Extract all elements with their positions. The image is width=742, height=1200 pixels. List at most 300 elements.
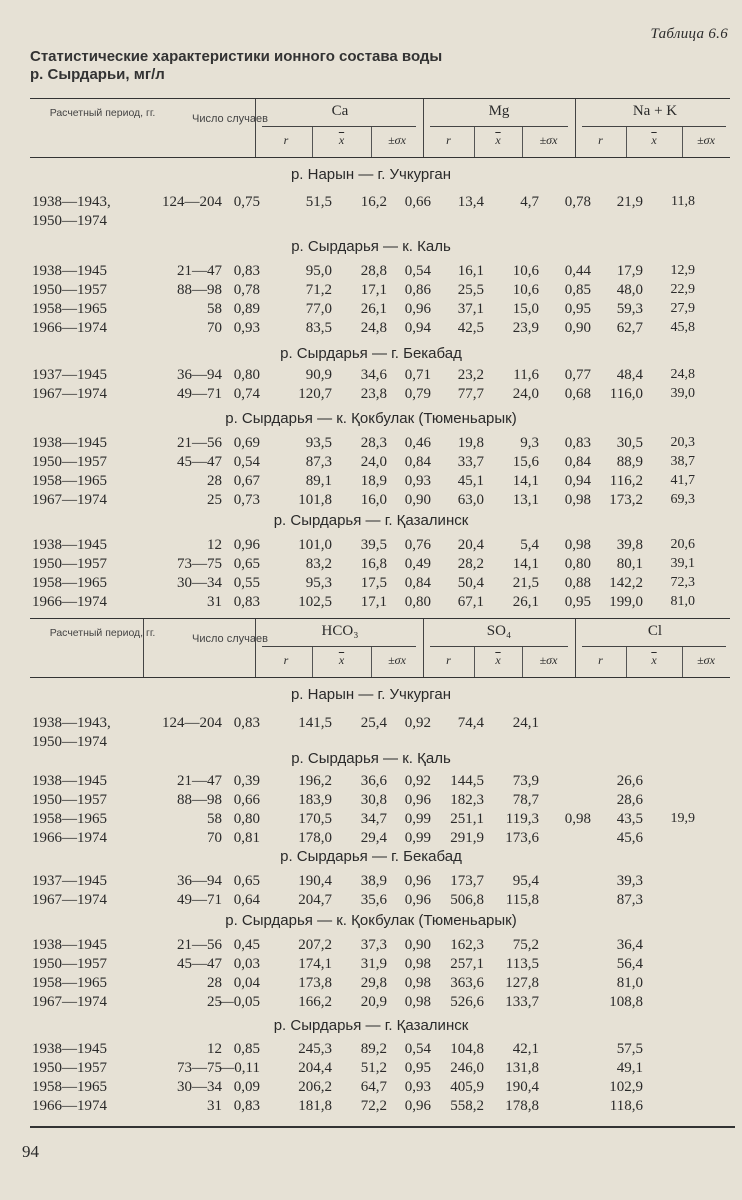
value-cell: 0,46: [404, 435, 431, 451]
value-cell: 0,83: [233, 594, 260, 610]
value-cell: 133,7: [505, 994, 539, 1010]
sub-sigma: ±σx: [697, 653, 715, 667]
table-row: [0, 574, 742, 592]
value-cell: 173,8: [298, 975, 332, 991]
period-cell: 1958—1965: [32, 811, 107, 827]
station-title: р. Сырдарья — к. Каль: [291, 238, 451, 255]
value-cell: 162,3: [450, 937, 484, 953]
value-cell: 37,3: [360, 937, 387, 953]
value-cell: 30,5: [616, 435, 643, 451]
value-cell: 0,65: [233, 556, 260, 572]
sub-sigma: ±σx: [539, 653, 558, 667]
value-cell: 178,0: [298, 830, 332, 846]
value-cell: 45,1: [457, 473, 484, 489]
count-cell: 28: [207, 473, 222, 489]
value-cell: 34,7: [360, 811, 387, 827]
value-cell: 526,6: [450, 994, 484, 1010]
value-cell: 183,9: [298, 792, 332, 808]
value-cell: 0,65: [233, 873, 260, 889]
count-cell: 88—98: [177, 282, 222, 298]
count-cell: 88—98: [177, 792, 222, 808]
period-cell: 1938—1945: [32, 537, 107, 553]
value-cell: 17,1: [360, 594, 387, 610]
sub-sigma: ±σx: [539, 133, 558, 147]
value-cell: 67,1: [457, 594, 484, 610]
value-cell: 0,66: [233, 792, 260, 808]
value-cell: 182,3: [450, 792, 484, 808]
value-cell: 16,2: [360, 194, 387, 210]
value-cell: 13,4: [457, 194, 484, 210]
value-cell: 0,96: [233, 537, 260, 553]
header-divider: [255, 99, 256, 157]
table-row: [0, 772, 742, 790]
value-cell: 45,8: [670, 320, 695, 335]
value-cell: 25,5: [457, 282, 484, 298]
value-cell: 24,0: [512, 386, 539, 402]
value-cell: 144,5: [450, 773, 484, 789]
value-cell: 0,80: [233, 367, 260, 383]
value-cell: 48,4: [616, 367, 643, 383]
value-cell: 11,6: [513, 367, 539, 383]
period-cell: 1958—1965: [32, 301, 107, 317]
value-cell: 31,9: [360, 956, 387, 972]
period-cell-continued: 1950—1974: [32, 734, 107, 750]
value-cell: 204,7: [298, 892, 332, 908]
value-cell: 50,4: [457, 575, 484, 591]
value-cell: 89,2: [360, 1041, 387, 1057]
group-underline: [430, 126, 568, 127]
value-cell: 19,9: [670, 811, 695, 826]
value-cell: 72,3: [670, 575, 695, 590]
value-cell: 23,9: [512, 320, 539, 336]
value-cell: 71,2: [305, 282, 332, 298]
value-cell: 10,6: [512, 263, 539, 279]
count-cell: 12: [207, 537, 222, 553]
value-cell: 95,4: [512, 873, 539, 889]
value-cell: 39,0: [670, 386, 695, 401]
value-cell: 173,2: [609, 492, 643, 508]
value-cell: 506,8: [450, 892, 484, 908]
group-underline: [262, 646, 416, 647]
table-caption: [30, 48, 442, 84]
period-cell: 1967—1974: [32, 386, 107, 402]
period-cell: 1950—1957: [32, 956, 107, 972]
value-cell: 28,8: [360, 263, 387, 279]
value-cell: 59,3: [616, 301, 643, 317]
value-cell: 116,0: [609, 386, 643, 402]
value-cell: 118,6: [609, 1098, 643, 1114]
value-cell: 104,8: [450, 1041, 484, 1057]
table-row: [0, 319, 742, 337]
value-cell: 115,8: [505, 892, 539, 908]
value-cell: 181,8: [298, 1098, 332, 1114]
value-cell: 24,0: [360, 454, 387, 470]
value-cell: 291,9: [450, 830, 484, 846]
value-cell: 173,6: [505, 830, 539, 846]
value-cell: 0,98: [404, 975, 431, 991]
value-cell: 29,4: [360, 830, 387, 846]
value-cell: 16,0: [360, 492, 387, 508]
table-row: [0, 810, 742, 828]
group-hco3: HCO₃: [321, 623, 359, 639]
value-cell: 0,83: [233, 715, 260, 731]
value-cell: 87,3: [305, 454, 332, 470]
table-row: [0, 791, 742, 809]
value-cell: 28,2: [457, 556, 484, 572]
value-cell: 173,7: [450, 873, 484, 889]
value-cell: 0,03: [233, 956, 260, 972]
value-cell: 0,92: [404, 715, 431, 731]
table-2-header: [30, 618, 730, 678]
value-cell: 25,4: [360, 715, 387, 731]
table-row: [0, 193, 742, 229]
value-cell: 0,80: [404, 594, 431, 610]
value-cell: 0,93: [233, 320, 260, 336]
period-cell: 1938—1945: [32, 435, 107, 451]
value-cell: 49,1: [616, 1060, 643, 1076]
value-cell: 30,8: [360, 792, 387, 808]
value-cell: 0,54: [233, 454, 260, 470]
table-row: [0, 974, 742, 992]
value-cell: 0,76: [404, 537, 431, 553]
table-row: [0, 955, 742, 973]
value-cell: 37,1: [457, 301, 484, 317]
table-row: [0, 453, 742, 471]
sub-r: r: [283, 133, 289, 147]
value-cell: 38,7: [670, 454, 695, 469]
value-cell: 21,5: [512, 575, 539, 591]
value-cell: 77,0: [305, 301, 332, 317]
value-cell: 16,1: [457, 263, 484, 279]
sub-r: r: [283, 653, 289, 667]
value-cell: 0,80: [564, 556, 591, 572]
value-cell: 69,3: [670, 492, 695, 507]
period-cell: 1958—1965: [32, 575, 107, 591]
value-cell: 101,8: [298, 492, 332, 508]
period-cell: 1950—1957: [32, 792, 107, 808]
value-cell: 64,7: [360, 1079, 387, 1095]
value-cell: 15,0: [512, 301, 539, 317]
value-cell: 19,8: [457, 435, 484, 451]
value-cell: 363,6: [450, 975, 484, 991]
value-cell: 170,5: [298, 811, 332, 827]
table-row: [0, 1040, 742, 1058]
value-cell: 35,6: [360, 892, 387, 908]
value-cell: 0,74: [233, 386, 260, 402]
value-cell: 0,90: [404, 937, 431, 953]
value-cell: 0,93: [404, 1079, 431, 1095]
sub-mean: $\overline{x}$: [651, 133, 657, 147]
table-row: [0, 891, 742, 909]
sub-r: r: [446, 133, 451, 147]
value-cell: 22,9: [670, 282, 695, 297]
value-cell: 0,68: [564, 386, 591, 402]
value-cell: 48,0: [616, 282, 643, 298]
value-cell: 127,8: [505, 975, 539, 991]
group-mg: Mg: [488, 103, 510, 119]
value-cell: 73,9: [512, 773, 539, 789]
value-cell: 77,7: [457, 386, 484, 402]
value-cell: 0,81: [233, 830, 260, 846]
value-cell: 0,66: [404, 194, 431, 210]
value-cell: 28,3: [360, 435, 387, 451]
value-cell: 26,1: [512, 594, 539, 610]
count-cell: 124—204: [162, 715, 222, 731]
value-cell: 0,77: [564, 367, 591, 383]
value-cell: 0,45: [233, 937, 260, 953]
period-cell: 1938—1943,: [32, 194, 111, 210]
sub-mean: $\overline{x}$: [338, 133, 345, 147]
value-cell: 74,4: [457, 715, 484, 731]
count-cell: 31: [207, 594, 222, 610]
header-divider: [575, 619, 576, 677]
value-cell: 0,49: [404, 556, 431, 572]
table-row: [0, 366, 742, 384]
period-cell: 1938—1945: [32, 937, 107, 953]
value-cell: 0,98: [404, 994, 431, 1010]
value-cell: 190,4: [505, 1079, 539, 1095]
count-cell: 28: [207, 975, 222, 991]
value-cell: 4,7: [520, 194, 539, 210]
value-cell: 33,7: [457, 454, 484, 470]
value-cell: 42,5: [457, 320, 484, 336]
value-cell: 251,1: [450, 811, 484, 827]
count-cell: 36—94: [177, 367, 222, 383]
value-cell: 24,8: [360, 320, 387, 336]
value-cell: 83,2: [305, 556, 332, 572]
value-cell: 119,3: [505, 811, 539, 827]
value-cell: 102,9: [609, 1079, 643, 1095]
value-cell: 26,1: [360, 301, 387, 317]
table-number: Таблица 6.6: [650, 26, 728, 42]
value-cell: —0,05: [218, 994, 260, 1010]
value-cell: 0,67: [233, 473, 260, 489]
header-count: Число случаев: [192, 113, 268, 125]
count-cell: 73—75: [177, 556, 222, 572]
value-cell: 0,96: [404, 792, 431, 808]
value-cell: 0,93: [404, 473, 431, 489]
table-row: [0, 872, 742, 890]
value-cell: 75,2: [512, 937, 539, 953]
value-cell: 20,4: [457, 537, 484, 553]
value-cell: 0,39: [233, 773, 260, 789]
value-cell: 0,95: [564, 301, 591, 317]
count-cell: 30—34: [177, 1079, 222, 1095]
sub-r: r: [598, 653, 603, 667]
value-cell: 196,2: [298, 773, 332, 789]
value-cell: 62,7: [616, 320, 643, 336]
caption-line-2: р. Сырдарьи, мг/л: [30, 66, 165, 83]
value-cell: 113,5: [505, 956, 539, 972]
period-cell: 1937—1945: [32, 367, 107, 383]
value-cell: 178,8: [505, 1098, 539, 1114]
period-cell: 1938—1945: [32, 263, 107, 279]
value-cell: 0,78: [233, 282, 260, 298]
period-cell: 1938—1943,: [32, 715, 111, 731]
value-cell: 405,9: [450, 1079, 484, 1095]
table-row: [0, 472, 742, 490]
sub-sigma: ±σx: [388, 653, 406, 667]
value-cell: 72,2: [360, 1098, 387, 1114]
group-underline: [430, 646, 568, 647]
sub-mean: $\overline{x}$: [495, 653, 501, 667]
count-cell: 25: [207, 492, 222, 508]
station-title: р. Сырдарья — г. Бекабад: [280, 848, 462, 865]
value-cell: 27,9: [670, 301, 695, 316]
value-cell: 0,98: [404, 956, 431, 972]
count-cell: 21—56: [177, 937, 222, 953]
count-cell: 45—47: [177, 454, 222, 470]
value-cell: 257,1: [450, 956, 484, 972]
value-cell: 0,90: [404, 492, 431, 508]
group-na-k: Na + K: [632, 103, 678, 119]
value-cell: 81,0: [670, 594, 695, 609]
value-cell: 20,9: [360, 994, 387, 1010]
value-cell: 0,84: [404, 575, 431, 591]
value-cell: 29,8: [360, 975, 387, 991]
table-row: [0, 714, 742, 750]
value-cell: 39,8: [616, 537, 643, 553]
period-cell: 1966—1974: [32, 1098, 107, 1114]
value-cell: 0,69: [233, 435, 260, 451]
value-cell: 80,1: [616, 556, 643, 572]
value-cell: 0,98: [564, 492, 591, 508]
value-cell: 90,9: [305, 367, 332, 383]
period-cell: 1950—1957: [32, 282, 107, 298]
value-cell: 131,8: [505, 1060, 539, 1076]
value-cell: 0,83: [233, 263, 260, 279]
value-cell: 5,4: [520, 537, 539, 553]
value-cell: 24,1: [512, 715, 539, 731]
period-cell: 1966—1974: [32, 320, 107, 336]
value-cell: 0,85: [233, 1041, 260, 1057]
value-cell: 0,88: [564, 575, 591, 591]
value-cell: 36,6: [360, 773, 387, 789]
value-cell: 0,54: [404, 263, 431, 279]
value-cell: 14,1: [512, 473, 539, 489]
period-cell: 1958—1965: [32, 975, 107, 991]
value-cell: 0,94: [404, 320, 431, 336]
sub-r: r: [446, 653, 451, 667]
value-cell: 87,3: [616, 892, 643, 908]
value-cell: 51,2: [360, 1060, 387, 1076]
value-cell: 120,7: [298, 386, 332, 402]
header-period: Расчетный период, гг.: [49, 627, 156, 639]
group-underline: [582, 126, 726, 127]
count-cell: 45—47: [177, 956, 222, 972]
value-cell: 0,92: [404, 773, 431, 789]
period-cell: 1966—1974: [32, 594, 107, 610]
value-cell: 36,4: [616, 937, 643, 953]
value-cell: 23,8: [360, 386, 387, 402]
table-row: [0, 1059, 742, 1077]
station-title: р. Сырдарья — г. Бекабад: [280, 345, 462, 362]
value-cell: 0,09: [233, 1079, 260, 1095]
value-cell: 204,4: [298, 1060, 332, 1076]
value-cell: 38,9: [360, 873, 387, 889]
header-divider: [575, 99, 576, 157]
count-cell: 36—94: [177, 873, 222, 889]
value-cell: 42,1: [512, 1041, 539, 1057]
value-cell: 39,3: [616, 873, 643, 889]
sub-mean: $\overline{x}$: [495, 133, 501, 147]
value-cell: 83,5: [305, 320, 332, 336]
value-cell: 14,1: [512, 556, 539, 572]
value-cell: 63,0: [457, 492, 484, 508]
value-cell: 23,2: [457, 367, 484, 383]
value-cell: 108,8: [609, 994, 643, 1010]
period-cell: 1958—1965: [32, 473, 107, 489]
count-cell: 21—56: [177, 435, 222, 451]
value-cell: 18,9: [360, 473, 387, 489]
value-cell: 0,96: [404, 873, 431, 889]
group-ca: Ca: [331, 103, 349, 119]
value-cell: 24,8: [670, 367, 695, 382]
count-cell: 124—204: [162, 194, 222, 210]
value-cell: 199,0: [609, 594, 643, 610]
table-row: [0, 593, 742, 611]
value-cell: 558,2: [450, 1098, 484, 1114]
table-row: [0, 262, 742, 280]
value-cell: 20,6: [670, 537, 695, 552]
sub-r: r: [598, 133, 603, 147]
value-cell: 0,55: [233, 575, 260, 591]
value-cell: 0,84: [564, 454, 591, 470]
count-cell: 25: [207, 994, 222, 1010]
value-cell: 15,6: [512, 454, 539, 470]
value-cell: 34,6: [360, 367, 387, 383]
period-cell: 1967—1974: [32, 892, 107, 908]
value-cell: 0,64: [233, 892, 260, 908]
header-divider: [423, 619, 424, 677]
value-cell: 142,2: [609, 575, 643, 591]
period-cell: 1950—1957: [32, 454, 107, 470]
value-cell: 0,95: [404, 1060, 431, 1076]
value-cell: 88,9: [616, 454, 643, 470]
table-row: [0, 993, 742, 1011]
value-cell: 57,5: [616, 1041, 643, 1057]
count-cell: 49—71: [177, 386, 222, 402]
value-cell: 0,71: [404, 367, 431, 383]
count-cell: 30—34: [177, 575, 222, 591]
value-cell: 43,5: [616, 811, 643, 827]
period-cell: 1950—1957: [32, 556, 107, 572]
period-cell: 1967—1974: [32, 994, 107, 1010]
value-cell: 206,2: [298, 1079, 332, 1095]
table-row: [0, 281, 742, 299]
value-cell: 0,95: [564, 594, 591, 610]
value-cell: 0,96: [404, 1098, 431, 1114]
value-cell: 0,90: [564, 320, 591, 336]
group-cl: Cl: [647, 623, 663, 639]
value-cell: 41,7: [670, 473, 695, 488]
value-cell: 101,0: [298, 537, 332, 553]
page-number: 94: [22, 1142, 39, 1161]
value-cell: 0,99: [404, 830, 431, 846]
value-cell: 11,8: [671, 194, 695, 209]
value-cell: 89,1: [305, 473, 332, 489]
sub-sigma: ±σx: [388, 133, 406, 147]
value-cell: 0,96: [404, 301, 431, 317]
value-cell: 190,4: [298, 873, 332, 889]
value-cell: 17,9: [616, 263, 643, 279]
table-row: [0, 536, 742, 554]
value-cell: 10,6: [512, 282, 539, 298]
period-cell: 1958—1965: [32, 1079, 107, 1095]
value-cell: 0,80: [233, 811, 260, 827]
header-divider: [255, 619, 256, 677]
sub-sigma: ±σx: [697, 133, 715, 147]
